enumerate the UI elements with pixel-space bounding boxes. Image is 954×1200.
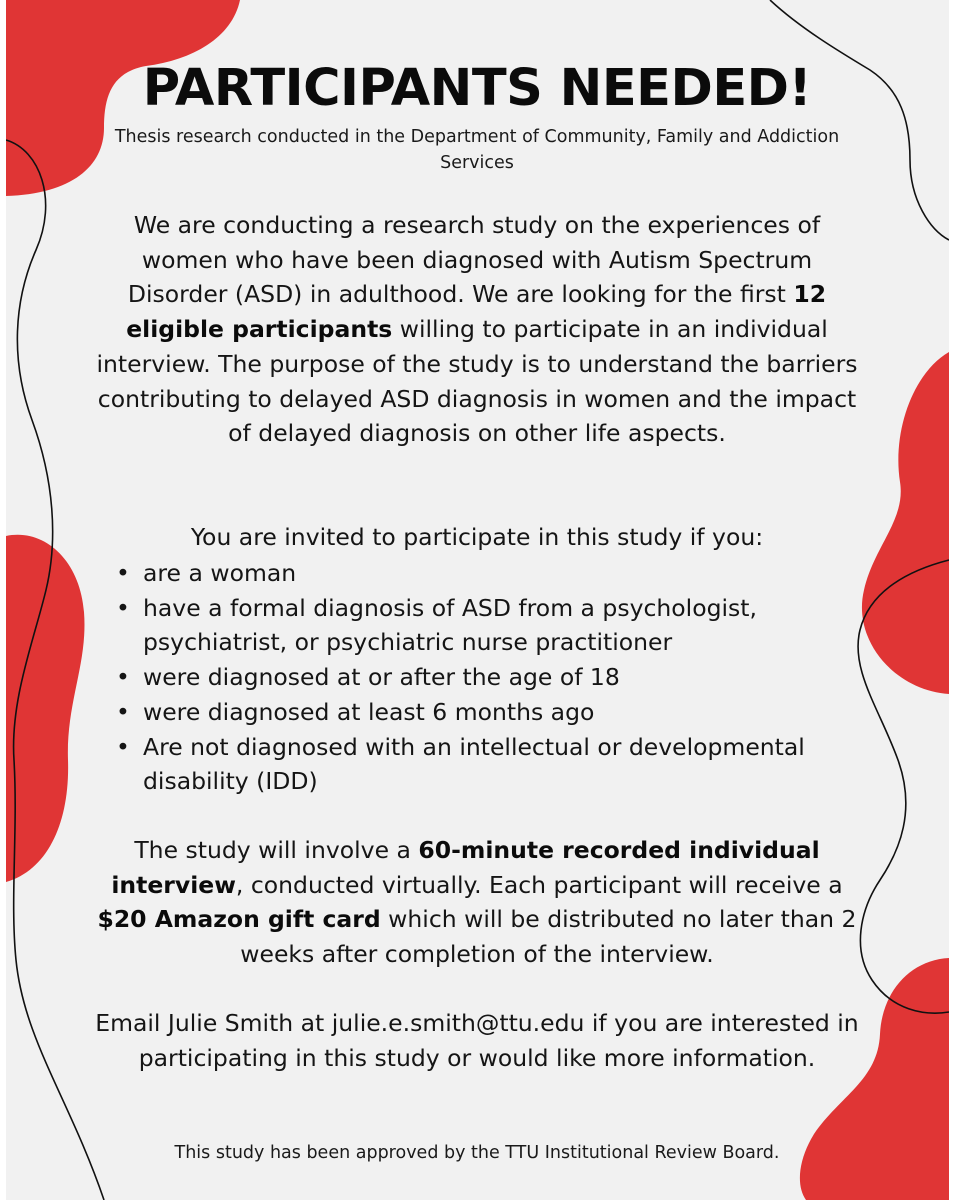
eligibility-item-text: Are not diagnosed with an intellectual or developmental disability (IDD) — [143, 732, 805, 796]
right-border-strip — [949, 0, 954, 1200]
eligibility-item-text: were diagnosed at or after the age of 18 — [143, 663, 620, 692]
bullet-icon: • — [116, 559, 130, 587]
bullet-icon: • — [116, 593, 130, 622]
study-details — [92, 833, 862, 972]
study-details-text-continued: , conducted virtually. Each participant will receive a — [235, 870, 843, 899]
red-blob-right-middle — [862, 352, 949, 694]
study-description — [92, 208, 862, 451]
eligibility-item — [112, 730, 842, 799]
eligibility-item — [112, 660, 842, 695]
eligibility-list — [112, 556, 842, 799]
irb-approval-note: This study has been approved by the TTU Institutional Review Board. — [174, 1143, 780, 1163]
eligibility-item-text: were diagnosed at least 6 months ago — [143, 697, 595, 726]
study-details-text-end: which will be distributed no later than 2 weeks after completion of the interview. — [240, 905, 857, 969]
left-border-strip — [0, 0, 6, 1200]
eligibility-item — [112, 556, 842, 591]
study-description-text: We are conducting a research study on the experiences of women who have been diagnosed with Autism Spectrum Disorder (ASD) in adulthood. We are looking for the first — [127, 211, 821, 309]
interview-length-highlight: 60-minute recorded individual interview — [111, 836, 820, 899]
participant-count-highlight: 12 eligible participants — [126, 280, 827, 344]
bullet-icon: • — [116, 732, 130, 761]
eligibility-item-text: have a formal diagnosis of ASD from a psychologist, psychiatrist, or psychiatric nurse practitioner — [143, 593, 757, 657]
curve-line-right — [770, 0, 949, 240]
study-details-text: The study will involve a — [134, 836, 419, 864]
eligibility-item — [112, 695, 842, 730]
study-description-text-continued: willing to participate in an individual interview. The purpose of the study is to understand the barriers contributing to delayed ASD diagnosis in women and the impact of delayed diagnosis on other life aspects. — [96, 315, 858, 448]
eligibility-item — [112, 591, 842, 660]
flyer-subtitle: Thesis research conducted in the Department of Community, Family and Addiction Services — [114, 127, 840, 173]
red-blob-left-middle — [6, 535, 84, 882]
eligibility-item-text: are a woman — [143, 559, 297, 587]
flyer-title: PARTICIPANTS NEEDED! — [142, 59, 812, 118]
gift-card-highlight: $20 Amazon gift card — [97, 905, 381, 934]
contact-info: Email Julie Smith at julie.e.smith@ttu.edu if you are interested in participating in this study or would like more information. — [95, 1009, 859, 1072]
bullet-icon: • — [116, 663, 130, 692]
eligibility-heading: You are invited to participate in this study if you: — [190, 523, 764, 551]
bullet-icon: • — [116, 697, 130, 726]
